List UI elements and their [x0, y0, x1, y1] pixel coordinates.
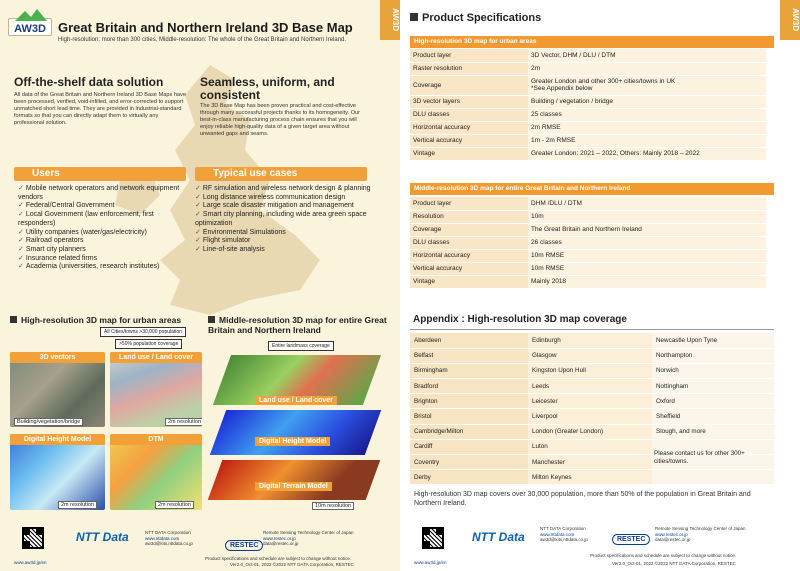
appendix-city: Milton Keynes	[528, 470, 652, 485]
appendix-city: Glasgow	[528, 348, 652, 363]
spec-value-text: Greater London: 2021 – 2022, Others: Mainly 2018 – 2022	[531, 150, 700, 157]
appendix-contact-note: Please contact us for other 300+ cities/towns.	[654, 450, 745, 465]
spec-heading: Product Specifications	[410, 12, 541, 24]
appendix-row	[410, 363, 774, 378]
spec-row	[410, 49, 766, 62]
tile-dhm	[10, 434, 105, 510]
appendix-row	[410, 379, 774, 394]
user-item: ✓ Mobile network operators and network equipment vendors	[18, 185, 190, 202]
spec-row	[410, 62, 766, 75]
appendix-city: Edinburgh	[528, 333, 652, 348]
restec-logo: RESTEC	[225, 540, 263, 551]
appendix-city: Cambridge/Milton	[410, 424, 528, 439]
spec-value-text: Greater London and other 300+ cities/towns in UK	[531, 78, 676, 85]
spec-row	[410, 249, 766, 262]
spec-row	[410, 275, 766, 288]
tile-resolution: Building/vegetation/bridge	[14, 418, 83, 426]
hires-spec-bar: High-resolution 3D map for urban areas	[410, 36, 774, 48]
tile-resolution: 2m resolution	[165, 418, 202, 426]
disclaimer: Product specifications and schedule are subject to change without notice.	[590, 553, 737, 558]
spec-value	[528, 236, 766, 249]
appendix-city: Norwich	[652, 363, 774, 378]
spec-key: Raster resolution	[410, 62, 528, 75]
spec-value-text: 26 classes	[531, 239, 562, 246]
appendix-city: Cardiff	[410, 439, 528, 454]
appendix-city: Leeds	[528, 379, 652, 394]
spec-row	[410, 197, 766, 210]
appendix-note: High-resolution 3D map covers over 30,000 population, more than 50% of the population in Great Britain and Northern Ireland.	[414, 491, 751, 507]
page-title: Great Britain and Northern Ireland 3D Base Map	[58, 20, 353, 35]
appendix-city: Kingston Upon Hull	[528, 363, 652, 378]
qr-url[interactable]: www.aw3d.jp/en	[14, 560, 47, 565]
restec-contact: Remote Sensing Technology Center of Japan www.restec.or.jp data@restec.or.jp	[655, 526, 746, 542]
appendix-city: Birmingham	[410, 363, 528, 378]
tile-resolution: 2m resolution	[155, 501, 194, 509]
appendix-city: Coventry	[410, 455, 528, 470]
spec-value-text: 25 classes	[531, 111, 562, 118]
spec-row	[410, 95, 766, 108]
user-item: ✓ Smart city planners	[18, 246, 190, 255]
appendix-city: Bradford	[410, 379, 528, 394]
spec-row	[410, 262, 766, 275]
use-cases-heading: Typical use cases	[195, 167, 367, 181]
spec-key: Product layer	[410, 197, 528, 210]
tile-land-use	[110, 352, 202, 427]
spec-row	[410, 236, 766, 249]
aw3d-logo	[8, 18, 52, 36]
appendix-city: Nottingham	[652, 379, 774, 394]
seamless-text: The 3D Base Map has been proven practical and cost-effective through many successful projects thanks to its homogeneity. Our best-in-class manufacturing process chain ensures that you will enjoy reliable high-quality data of a given target area without unwanted gaps and seams.	[200, 103, 361, 137]
tile-dtm	[110, 434, 202, 510]
spec-key: DLU classes	[410, 108, 528, 121]
midres-section-title: Middle-resolution 3D map for entire Great Britain and Northern Ireland	[208, 315, 387, 335]
spec-row	[410, 147, 766, 160]
use-case-item: ✓ Line-of-site analysis	[195, 246, 375, 255]
appendix-city: Leicester	[528, 394, 652, 409]
appendix-city	[652, 470, 774, 485]
tile-title: Land use / Land cover	[110, 352, 202, 363]
spec-key: Vintage	[410, 275, 528, 288]
layer-dtm	[208, 460, 381, 500]
appendix-row	[410, 470, 774, 485]
version: Ver2.0_Oct-01, 2022 ©2022 NTT DATA Corporation, RESTEC	[612, 561, 736, 566]
spec-row	[410, 134, 766, 147]
spec-value	[528, 134, 766, 147]
ntt-data-logo: NTT Data	[472, 530, 525, 544]
spec-row	[410, 75, 766, 95]
spec-value-text: 3D Vector, DHM / DLU / DTM	[531, 51, 616, 59]
user-item: ✓ Utility companies (water/gas/electricity)	[18, 229, 190, 238]
side-tab: AW3D	[380, 0, 400, 40]
side-tab: AW3D	[780, 0, 800, 40]
use-case-item: ✓ Large scale disaster mitigation and management	[195, 202, 375, 211]
spec-value-text: The Great Britain and Northern Ireland	[531, 226, 642, 233]
spec-value-text: 2m RMSE	[531, 124, 561, 131]
mountain-icon	[13, 9, 49, 21]
spec-value	[528, 75, 766, 95]
layer-label-land-use: Land use / Land cover	[255, 396, 337, 405]
appendix-row	[410, 394, 774, 409]
hires-spec-table	[410, 49, 766, 161]
user-item: ✓ Local Government (law enforcement, first responders)	[18, 211, 190, 228]
layer-label-dtm: Digital Terrain Model	[255, 482, 332, 491]
spec-row	[410, 223, 766, 236]
spec-row	[410, 121, 766, 134]
page-subtitle: High-resolution: more than 300 cities, Middle-resolution: The whole of the Great Britain and Northern Ireland.	[58, 37, 347, 43]
restec-logo: RESTEC	[612, 534, 650, 545]
user-item: ✓ Academia (universities, research institutes)	[18, 263, 190, 272]
user-item: ✓ Railroad operators	[18, 237, 190, 246]
appendix-city: Belfast	[410, 348, 528, 363]
spec-value	[528, 49, 766, 62]
spec-value	[528, 197, 766, 210]
layer-dhm	[210, 410, 381, 455]
ntt-contact: NTT DATA Corporation www.nttdata.com aw3d@kits.nttdata.co.jp	[540, 526, 588, 542]
appendix-city: Luton	[528, 439, 652, 454]
appendix-row	[410, 348, 774, 363]
spec-key: DLU classes	[410, 236, 528, 249]
spec-value	[528, 95, 766, 108]
appendix-city: Manchester	[528, 455, 652, 470]
users-heading: Users	[14, 167, 186, 181]
spec-value-text: 1m - 2m RMSE	[531, 137, 576, 144]
appendix-city: Northampton	[652, 348, 774, 363]
spec-value-text: 10m RMSE	[531, 252, 565, 259]
seamless-heading: Seamless, uniform, and consistent	[200, 75, 335, 102]
use-case-item: ✓ Long distance wireless communication design	[195, 194, 375, 203]
spec-value	[528, 275, 766, 288]
spec-row	[410, 108, 766, 121]
offshelf-text: All data of the Great Britain and Northern Ireland 3D Base Maps have been processed, verified, void-infilled, and error-corrected to support unmatched short lead time. They are provided in industrial-standard formats so that you can directly adapt them to virtually any professional solution.	[14, 92, 186, 126]
qr-code	[422, 527, 444, 549]
use-cases-list	[195, 185, 375, 255]
spec-value-text: DHM /DLU / DTM	[531, 199, 582, 207]
use-case-item: ✓ Smart city planning, including wide area green space optimization	[195, 211, 375, 228]
appendix-city: Derby	[410, 470, 528, 485]
spec-key: Horizontal accuracy	[410, 249, 528, 262]
spec-key: Product layer	[410, 49, 528, 62]
version: Ver2.0_Oct-01, 2022 ©2022 NTT DATA Corporation, RESTEC	[230, 562, 354, 567]
restec-contact: Remote Sensing Technology Center of Japan www.restec.or.jp data@restec.or.jp	[263, 530, 354, 546]
spec-value-note: *See Appendix below	[531, 85, 593, 92]
appendix-city: Liverpool	[528, 409, 652, 424]
user-item: ✓ Insurance related firms	[18, 255, 190, 264]
appendix-city: London (Greater London)	[528, 424, 652, 439]
spec-key: Horizontal accuracy	[410, 121, 528, 134]
spec-value	[528, 223, 766, 236]
offshelf-heading: Off-the-shelf data solution	[14, 75, 164, 89]
spec-value-text: 10m RMSE	[531, 265, 565, 272]
appendix-divider	[410, 329, 774, 330]
use-case-item: ✓ Environmental Simulations	[195, 229, 375, 238]
spec-value-text: 10m	[531, 213, 544, 220]
appendix-city: Oxford	[652, 394, 774, 409]
spec-key: Coverage	[410, 223, 528, 236]
spec-value-text: 2m	[531, 65, 541, 72]
logo-text: AW3D	[14, 23, 46, 35]
spec-value-text: Mainly 2018	[531, 278, 567, 285]
qr-url[interactable]: www.aw3d.jp/en	[414, 560, 447, 565]
ntt-contact: NTT DATA Corporation www.nttdata.com aw3d@kits.nttdata.co.jp	[145, 530, 193, 546]
disclaimer: Product specifications and schedule are subject to change without notice.	[205, 556, 352, 561]
midres-coverage-box: Entire landmass coverage	[268, 341, 334, 351]
midres-resolution: 10m resolution	[312, 502, 354, 510]
appendix-row	[410, 424, 774, 439]
appendix-city: Brighton	[410, 394, 528, 409]
tile-title: DTM	[110, 434, 202, 445]
appendix-city: Slough, and more	[652, 424, 774, 439]
spec-key: Coverage	[410, 75, 528, 95]
appendix-city: Newcastle Upon Tyne	[652, 333, 774, 348]
appendix-row	[410, 333, 774, 348]
spec-value	[528, 262, 766, 275]
spec-value	[528, 108, 766, 121]
appendix-city: Bristol	[410, 409, 528, 424]
appendix-city: Aberdeen	[410, 333, 528, 348]
user-item: ✓ Federal/Central Government	[18, 202, 190, 211]
spec-value	[528, 147, 766, 160]
layer-label-dhm: Digital Height Model	[255, 437, 330, 446]
hires-section-title: High-resolution 3D map for urban areas	[10, 315, 200, 325]
use-case-item: ✓ Flight simulator	[195, 237, 375, 246]
spec-value	[528, 210, 766, 223]
tile-3d-vectors	[10, 352, 105, 427]
tile-title: Digital Height Model	[10, 434, 105, 445]
appendix-city: Sheffield	[652, 409, 774, 424]
users-list	[18, 185, 190, 272]
midres-spec-bar: Middle-resolution 3D map for entire Great Britain and Northern Ireland	[410, 183, 774, 195]
hires-coverage-box: All Cities/towns >30,000 population	[100, 327, 186, 337]
ntt-data-logo: NTT Data	[76, 530, 129, 544]
spec-value	[528, 249, 766, 262]
spec-value-text: Building / vegetation / bridge	[531, 98, 614, 105]
appendix-heading: Appendix : High-resolution 3D map coverage	[413, 314, 627, 325]
use-case-item: ✓ RF simulation and wireless network design & planning	[195, 185, 375, 194]
appendix-row	[410, 409, 774, 424]
spec-key: Resolution	[410, 210, 528, 223]
spec-value	[528, 62, 766, 75]
spec-value	[528, 121, 766, 134]
tile-resolution: 2m resolution	[58, 501, 97, 509]
qr-code	[22, 527, 44, 549]
spec-key: Vertical accuracy	[410, 262, 528, 275]
hires-population-box: >50% population coverage	[115, 339, 182, 349]
spec-row	[410, 210, 766, 223]
spec-key: Vertical accuracy	[410, 134, 528, 147]
tile-title: 3D vectors	[10, 352, 105, 363]
spec-key: 3D vector layers	[410, 95, 528, 108]
spec-key: Vintage	[410, 147, 528, 160]
midres-spec-table	[410, 197, 766, 289]
